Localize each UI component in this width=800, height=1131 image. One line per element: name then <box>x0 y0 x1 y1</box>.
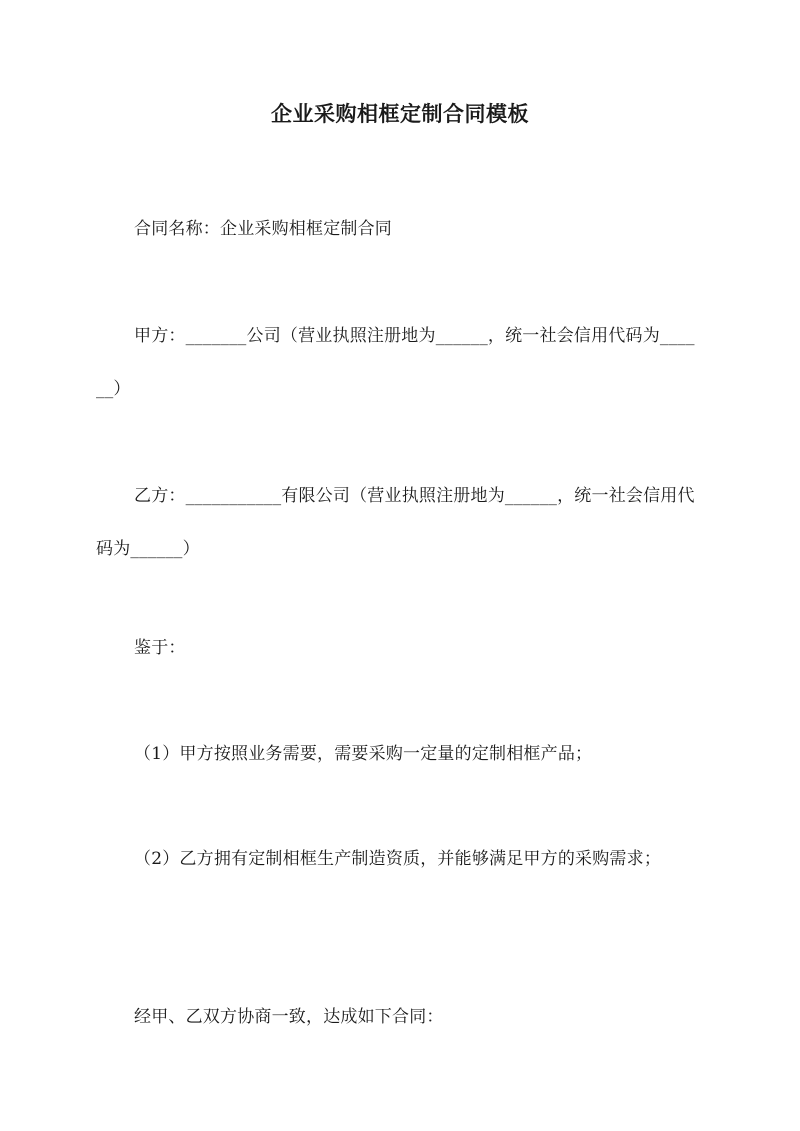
whereas-paragraph: 鉴于： <box>134 638 186 658</box>
document-title: 企业采购相框定制合同模板 <box>271 101 529 126</box>
party-b-paragraph: 乙方：___________有限公司（营业执照注册地为______，统一社会信用代码为______） <box>96 486 695 559</box>
agreement-paragraph: 经甲、乙双方协商一致，达成如下合同： <box>134 1007 444 1027</box>
recital-1-paragraph: （1）甲方按照业务需要，需要采购一定量的定制相框产品； <box>134 744 593 764</box>
contract-name-paragraph: 合同名称：企业采购相框定制合同 <box>134 219 392 239</box>
party-a-paragraph: 甲方：_______公司（营业执照注册地为______，统一社会信用代码为______） <box>96 326 695 399</box>
recital-2-paragraph: （2）乙方拥有定制相框生产制造资质，并能够满足甲方的采购需求； <box>134 849 662 869</box>
